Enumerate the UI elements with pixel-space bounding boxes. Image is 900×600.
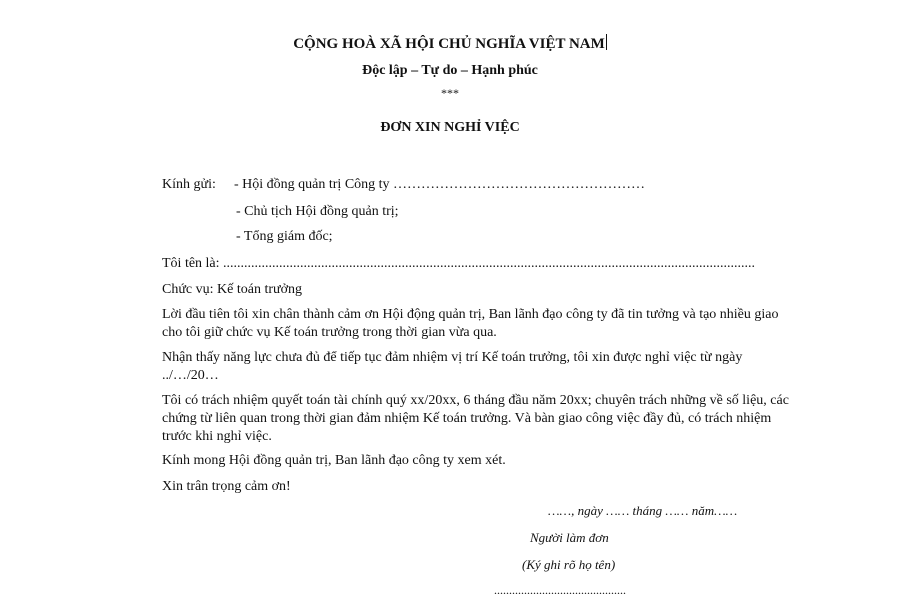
separator-stars: ***: [441, 86, 459, 100]
date-line: ……, ngày …… tháng …… năm……: [548, 503, 738, 518]
recipient-label: Kính gửi:: [162, 177, 216, 192]
recipient-board: - Hội đồng quản trị Công ty ………………………………………………: [234, 177, 646, 192]
recipient-ceo: - Tổng giám đốc;: [236, 229, 333, 244]
national-header: [0, 34, 900, 53]
signer-label: Người làm đơn: [530, 530, 609, 545]
position-line: Chức vụ: Kế toán trưởng: [162, 282, 302, 297]
signature-note: (Ký ghi rõ họ tên): [522, 557, 616, 572]
motto: Độc lập – Tự do – Hạnh phúc: [362, 63, 538, 78]
paragraph-request: Kính mong Hội đồng quản trị, Ban lãnh đạo công ty xem xét.: [162, 453, 506, 468]
recipient-chairman: - Chủ tịch Hội đồng quản trị;: [236, 204, 399, 219]
name-line: Tôi tên là: ........................................................................................................................................................: [162, 256, 756, 271]
nation-title: CỘNG HOÀ XÃ HỘI CHỦ NGHĨA VIỆT NAM: [293, 36, 605, 52]
signature-line: ............................................: [494, 583, 626, 597]
paragraph-reason: Nhận thấy năng lực chưa đủ để tiếp tục đảm nhiệm vị trí Kế toán trưởng, tôi xin được nghỉ việc từ ngày ../…/20…: [162, 350, 743, 383]
paragraph-responsibility: Tôi có trách nhiệm quyết toán tài chính quý xx/20xx, 6 tháng đầu năm 20xx; chuyên trách những về số liệu, các chứng từ liên quan trong thời gian đảm nhiệm Kế toán trưởng. Và bàn giao công việc đầy đủ, có trách nhiệm trước khi nghỉ việc.: [162, 393, 789, 444]
document-title: ĐƠN XIN NGHỈ VIỆC: [380, 120, 520, 135]
thanks-line: Xin trân trọng cảm ơn!: [162, 479, 291, 494]
paragraph-gratitude: Lời đầu tiên tôi xin chân thành cảm ơn Hội động quản trị, Ban lãnh đạo công ty đã tin tưởng và tạo nhiều giao cho tôi giữ chức vụ Kế toán trưởng trong thời gian vừa qua.: [162, 307, 779, 340]
text-cursor: [606, 34, 607, 50]
